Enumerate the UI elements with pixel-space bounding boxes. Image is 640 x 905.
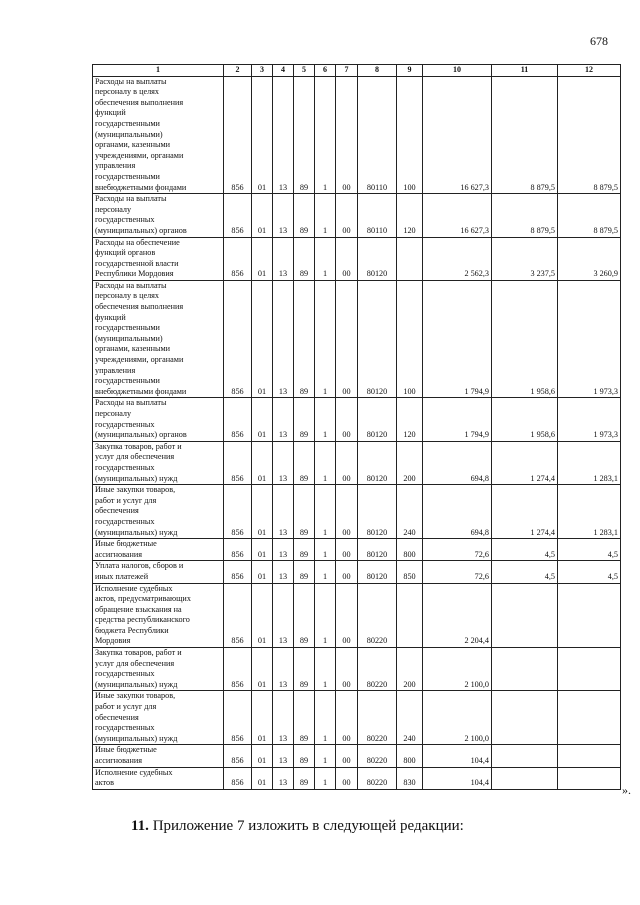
description-line: управления: [95, 365, 136, 375]
column-header-4: 4: [273, 65, 294, 77]
cell-col-12: [558, 583, 621, 648]
cell-col-3: 01: [252, 485, 273, 539]
cell-col-2: 856: [224, 583, 252, 648]
cell-col-9: 240: [397, 485, 423, 539]
cell-col-8: 80220: [358, 583, 397, 648]
cell-col-12: [558, 745, 621, 767]
row-description: [93, 561, 224, 583]
cell-col-3: 01: [252, 583, 273, 648]
cell-col-6: 1: [315, 398, 336, 441]
closing-quote: ».: [622, 783, 631, 797]
cell-col-4: 13: [273, 745, 294, 767]
cell-col-11: 8 879,5: [492, 194, 558, 237]
cell-col-2: 856: [224, 745, 252, 767]
description-line: учреждениями, органами: [95, 150, 184, 160]
description-line: государственными: [95, 118, 160, 128]
cell-col-10: 694,8: [423, 485, 492, 539]
cell-col-4: 13: [273, 76, 294, 194]
cell-col-5: 89: [294, 194, 315, 237]
cell-col-9: 240: [397, 691, 423, 745]
cell-col-4: 13: [273, 583, 294, 648]
cell-col-8: 80120: [358, 398, 397, 441]
description-line: персоналу в целях: [95, 291, 160, 301]
cell-col-7: 00: [336, 648, 358, 691]
cell-col-4: 13: [273, 539, 294, 561]
table-row: [93, 561, 621, 583]
cell-col-10: 694,8: [423, 441, 492, 484]
description-line: (муниципальных) нужд: [95, 733, 178, 743]
cell-col-5: 89: [294, 76, 315, 194]
cell-col-9: 120: [397, 194, 423, 237]
cell-col-11: 1 958,6: [492, 398, 558, 441]
cell-col-4: 13: [273, 561, 294, 583]
description-line: средства республиканского: [95, 615, 190, 625]
cell-col-12: 4,5: [558, 561, 621, 583]
cell-col-7: 00: [336, 441, 358, 484]
cell-col-12: 8 879,5: [558, 76, 621, 194]
cell-col-4: 13: [273, 237, 294, 280]
cell-col-10: 2 562,3: [423, 237, 492, 280]
table-row: [93, 76, 621, 194]
description-line: Исполнение судебных: [95, 767, 173, 777]
row-description: [93, 767, 224, 789]
cell-col-5: 89: [294, 691, 315, 745]
cell-col-10: 104,4: [423, 745, 492, 767]
cell-col-9: 830: [397, 767, 423, 789]
cell-col-10: 16 627,3: [423, 76, 492, 194]
cell-col-2: 856: [224, 398, 252, 441]
description-line: персоналу: [95, 204, 132, 214]
description-line: ассигнования: [95, 549, 143, 559]
column-header-8: 8: [358, 65, 397, 77]
row-description: [93, 539, 224, 561]
cell-col-6: 1: [315, 691, 336, 745]
cell-col-6: 1: [315, 441, 336, 484]
column-header-5: 5: [294, 65, 315, 77]
description-line: Иные закупки товаров,: [95, 691, 176, 701]
cell-col-11: 1 958,6: [492, 280, 558, 398]
description-line: органами, казенными: [95, 140, 171, 150]
cell-col-10: 72,6: [423, 561, 492, 583]
cell-col-4: 13: [273, 648, 294, 691]
cell-col-11: 4,5: [492, 539, 558, 561]
description-line: Мордовия: [95, 636, 131, 646]
heading-number: 11.: [131, 818, 149, 834]
table-row: [93, 745, 621, 767]
cell-col-2: 856: [224, 767, 252, 789]
cell-col-7: 00: [336, 583, 358, 648]
cell-col-12: [558, 691, 621, 745]
page-number: 678: [590, 34, 608, 48]
description-line: управления: [95, 161, 136, 171]
cell-col-5: 89: [294, 561, 315, 583]
cell-col-12: [558, 648, 621, 691]
cell-col-6: 1: [315, 539, 336, 561]
table-body: [93, 76, 621, 789]
cell-col-4: 13: [273, 398, 294, 441]
cell-col-2: 856: [224, 539, 252, 561]
row-description: [93, 441, 224, 484]
cell-col-5: 89: [294, 237, 315, 280]
cell-col-6: 1: [315, 583, 336, 648]
column-header-12: 12: [558, 65, 621, 77]
table-row: [93, 194, 621, 237]
description-line: Иные бюджетные: [95, 745, 157, 755]
cell-col-7: 00: [336, 194, 358, 237]
cell-col-4: 13: [273, 767, 294, 789]
description-line: бюджета Республики: [95, 625, 169, 635]
table-row: [93, 583, 621, 648]
row-description: [93, 280, 224, 398]
cell-col-9: [397, 583, 423, 648]
cell-col-11: [492, 745, 558, 767]
cell-col-9: 100: [397, 280, 423, 398]
cell-col-2: 856: [224, 76, 252, 194]
column-header-1: 1: [93, 65, 224, 77]
budget-table: [92, 64, 621, 790]
cell-col-3: 01: [252, 745, 273, 767]
cell-col-6: 1: [315, 485, 336, 539]
description-line: (муниципальных) нужд: [95, 473, 178, 483]
cell-col-6: 1: [315, 280, 336, 398]
cell-col-9: 100: [397, 76, 423, 194]
cell-col-4: 13: [273, 441, 294, 484]
cell-col-8: 80110: [358, 194, 397, 237]
cell-col-2: 856: [224, 691, 252, 745]
cell-col-3: 01: [252, 691, 273, 745]
description-line: Республики Мордовия: [95, 269, 174, 279]
description-line: Закупка товаров, работ и: [95, 648, 182, 658]
description-line: актов: [95, 778, 114, 788]
description-line: работ и услуг для: [95, 495, 157, 505]
description-line: Расходы на выплаты: [95, 194, 167, 204]
cell-col-10: 2 100,0: [423, 648, 492, 691]
column-header-7: 7: [336, 65, 358, 77]
column-header-9: 9: [397, 65, 423, 77]
description-line: (муниципальными): [95, 129, 163, 139]
description-line: учреждениями, органами: [95, 355, 184, 365]
cell-col-12: 1 973,3: [558, 280, 621, 398]
cell-col-5: 89: [294, 398, 315, 441]
cell-col-6: 1: [315, 237, 336, 280]
cell-col-5: 89: [294, 767, 315, 789]
description-line: Исполнение судебных: [95, 583, 173, 593]
cell-col-4: 13: [273, 485, 294, 539]
cell-col-5: 89: [294, 648, 315, 691]
row-description: [93, 237, 224, 280]
cell-col-8: 80120: [358, 539, 397, 561]
cell-col-2: 856: [224, 441, 252, 484]
description-line: услуг для обеспечения: [95, 658, 175, 668]
description-line: государственной власти: [95, 258, 179, 268]
cell-col-8: 80220: [358, 648, 397, 691]
cell-col-8: 80120: [358, 485, 397, 539]
description-line: государственных: [95, 723, 155, 733]
cell-col-6: 1: [315, 194, 336, 237]
row-description: [93, 648, 224, 691]
cell-col-10: 104,4: [423, 767, 492, 789]
cell-col-12: [558, 767, 621, 789]
description-line: обеспечения выполнения: [95, 97, 184, 107]
cell-col-10: 16 627,3: [423, 194, 492, 237]
description-line: государственных: [95, 215, 155, 225]
cell-col-10: 2 204,4: [423, 583, 492, 648]
description-line: функций органов: [95, 248, 156, 258]
cell-col-8: 80220: [358, 745, 397, 767]
description-line: Расходы на выплаты: [95, 280, 167, 290]
cell-col-9: 120: [397, 398, 423, 441]
cell-col-11: 4,5: [492, 561, 558, 583]
table-row: [93, 398, 621, 441]
cell-col-11: [492, 583, 558, 648]
cell-col-7: 00: [336, 767, 358, 789]
cell-col-8: 80110: [358, 76, 397, 194]
cell-col-12: 8 879,5: [558, 194, 621, 237]
description-line: Расходы на выплаты: [95, 398, 167, 408]
table-row: [93, 767, 621, 789]
description-line: (муниципальных) органов: [95, 225, 187, 235]
column-header-6: 6: [315, 65, 336, 77]
description-line: актов, предусматривающих: [95, 594, 191, 604]
cell-col-4: 13: [273, 280, 294, 398]
table-row: [93, 485, 621, 539]
cell-col-7: 00: [336, 280, 358, 398]
cell-col-7: 00: [336, 561, 358, 583]
description-line: ассигнования: [95, 756, 143, 765]
cell-col-7: 00: [336, 745, 358, 767]
table-row: [93, 648, 621, 691]
column-header-3: 3: [252, 65, 273, 77]
cell-col-6: 1: [315, 745, 336, 767]
description-line: персоналу: [95, 409, 132, 418]
description-line: государственных: [95, 516, 155, 526]
description-line: государственных: [95, 419, 155, 429]
description-line: внебюджетными фондами: [95, 182, 187, 192]
budget-table-container: [92, 64, 620, 790]
cell-col-9: 200: [397, 648, 423, 691]
cell-col-11: 3 237,5: [492, 237, 558, 280]
cell-col-2: 856: [224, 237, 252, 280]
description-line: (муниципальных) нужд: [95, 679, 178, 689]
row-description: [93, 398, 224, 441]
description-line: обеспечения: [95, 506, 139, 516]
description-line: обеспечения выполнения: [95, 302, 184, 312]
description-line: обращение взыскания на: [95, 604, 182, 614]
description-line: Расходы на обеспечение: [95, 237, 180, 247]
cell-col-3: 01: [252, 441, 273, 484]
cell-col-2: 856: [224, 485, 252, 539]
cell-col-11: 1 274,4: [492, 485, 558, 539]
cell-col-12: 4,5: [558, 539, 621, 561]
cell-col-3: 01: [252, 280, 273, 398]
description-line: внебюджетными фондами: [95, 386, 187, 396]
cell-col-10: 72,6: [423, 539, 492, 561]
cell-col-11: 1 274,4: [492, 441, 558, 484]
cell-col-11: [492, 767, 558, 789]
cell-col-10: 1 794,9: [423, 398, 492, 441]
row-description: [93, 745, 224, 767]
description-line: органами, казенными: [95, 344, 171, 354]
cell-col-4: 13: [273, 194, 294, 237]
description-line: обеспечения: [95, 712, 139, 722]
cell-col-8: 80220: [358, 691, 397, 745]
cell-col-7: 00: [336, 76, 358, 194]
cell-col-3: 01: [252, 237, 273, 280]
cell-col-5: 89: [294, 280, 315, 398]
cell-col-3: 01: [252, 648, 273, 691]
cell-col-3: 01: [252, 398, 273, 441]
row-description: [93, 76, 224, 194]
column-header-2: 2: [224, 65, 252, 77]
cell-col-3: 01: [252, 76, 273, 194]
row-description: [93, 691, 224, 745]
cell-col-2: 856: [224, 194, 252, 237]
cell-col-10: 2 100,0: [423, 691, 492, 745]
cell-col-5: 89: [294, 441, 315, 484]
description-line: (муниципальными): [95, 333, 163, 343]
cell-col-12: 1 973,3: [558, 398, 621, 441]
description-line: функций: [95, 108, 126, 118]
cell-col-8: 80120: [358, 237, 397, 280]
description-line: государственными: [95, 323, 160, 333]
table-row: [93, 237, 621, 280]
cell-col-12: 1 283,1: [558, 441, 621, 484]
cell-col-8: 80120: [358, 441, 397, 484]
cell-col-11: 8 879,5: [492, 76, 558, 194]
cell-col-11: [492, 648, 558, 691]
column-header-10: 10: [423, 65, 492, 77]
cell-col-7: 00: [336, 398, 358, 441]
description-line: услуг для обеспечения: [95, 452, 175, 462]
cell-col-9: [397, 237, 423, 280]
description-line: Закупка товаров, работ и: [95, 441, 182, 451]
description-line: Уплата налогов, сборов и: [95, 561, 184, 571]
description-line: Расходы на выплаты: [95, 76, 167, 86]
cell-col-2: 856: [224, 648, 252, 691]
cell-col-3: 01: [252, 194, 273, 237]
cell-col-5: 89: [294, 485, 315, 539]
cell-col-3: 01: [252, 539, 273, 561]
description-line: работ и услуг для: [95, 702, 157, 712]
description-line: государственных: [95, 669, 155, 679]
cell-col-6: 1: [315, 648, 336, 691]
description-line: иных платежей: [95, 571, 149, 581]
description-line: государственными: [95, 171, 160, 181]
cell-col-8: 80120: [358, 280, 397, 398]
cell-col-5: 89: [294, 539, 315, 561]
cell-col-9: 800: [397, 745, 423, 767]
cell-col-6: 1: [315, 767, 336, 789]
cell-col-5: 89: [294, 583, 315, 648]
cell-col-10: 1 794,9: [423, 280, 492, 398]
description-line: государственных: [95, 462, 155, 472]
cell-col-8: 80120: [358, 561, 397, 583]
description-line: функций: [95, 312, 126, 322]
description-line: (муниципальных) нужд: [95, 527, 178, 537]
cell-col-6: 1: [315, 561, 336, 583]
cell-col-7: 00: [336, 539, 358, 561]
table-row: [93, 539, 621, 561]
column-header-11: 11: [492, 65, 558, 77]
description-line: Иные бюджетные: [95, 539, 157, 549]
table-row: [93, 691, 621, 745]
cell-col-9: 200: [397, 441, 423, 484]
cell-col-2: 856: [224, 561, 252, 583]
cell-col-7: 00: [336, 237, 358, 280]
table-row: [93, 441, 621, 484]
cell-col-3: 01: [252, 561, 273, 583]
description-line: персоналу в целях: [95, 87, 160, 97]
description-line: Иные закупки товаров,: [95, 485, 176, 495]
cell-col-2: 856: [224, 280, 252, 398]
description-line: (муниципальных) органов: [95, 430, 187, 440]
row-description: [93, 194, 224, 237]
cell-col-8: 80220: [358, 767, 397, 789]
cell-col-3: 01: [252, 767, 273, 789]
row-description: [93, 583, 224, 648]
table-header-row: [93, 65, 621, 77]
cell-col-12: 3 260,9: [558, 237, 621, 280]
cell-col-7: 00: [336, 485, 358, 539]
cell-col-6: 1: [315, 76, 336, 194]
cell-col-7: 00: [336, 691, 358, 745]
heading-text: Приложение 7 изложить в следующей редакции:: [148, 818, 464, 834]
cell-col-11: [492, 691, 558, 745]
cell-col-9: 850: [397, 561, 423, 583]
cell-col-4: 13: [273, 691, 294, 745]
table-row: [93, 280, 621, 398]
section-heading: [131, 818, 464, 835]
description-line: государственными: [95, 376, 160, 386]
row-description: [93, 485, 224, 539]
cell-col-12: 1 283,1: [558, 485, 621, 539]
cell-col-9: 800: [397, 539, 423, 561]
cell-col-5: 89: [294, 745, 315, 767]
